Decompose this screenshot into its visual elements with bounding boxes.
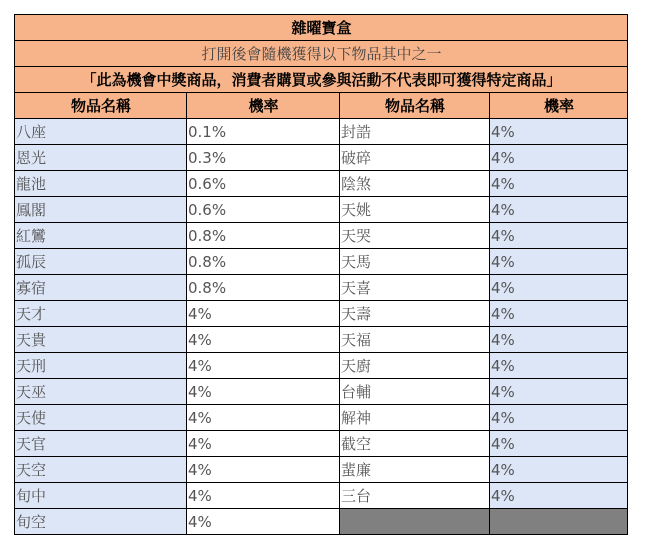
- item-rate-right: 4%: [490, 353, 628, 379]
- item-name-left: 天空: [15, 457, 187, 483]
- item-name-left: 天才: [15, 301, 187, 327]
- item-rate-right: 4%: [490, 301, 628, 327]
- table-subtitle: 打開後會隨機獲得以下物品其中之一: [15, 41, 628, 67]
- item-name-left: 天使: [15, 405, 187, 431]
- table-row: [15, 431, 628, 457]
- prize-probability-table: [14, 14, 628, 535]
- item-rate-left: 0.6%: [187, 197, 340, 223]
- item-rate-right: 4%: [490, 145, 628, 171]
- table-row: [15, 275, 628, 301]
- table-row: [15, 509, 628, 535]
- item-name-right: 天姚: [340, 197, 490, 223]
- item-rate-right: 4%: [490, 405, 628, 431]
- table-row: [15, 197, 628, 223]
- item-rate-left: 4%: [187, 353, 340, 379]
- item-name-left: 紅鸞: [15, 223, 187, 249]
- item-rate-left: 0.6%: [187, 171, 340, 197]
- item-rate-right: 4%: [490, 275, 628, 301]
- item-rate-left: 4%: [187, 431, 340, 457]
- item-rate-right: 4%: [490, 431, 628, 457]
- disclaimer-notice: 「此為機會中獎商品，消費者購買或參與活動不代表即可獲得特定商品」: [15, 67, 628, 93]
- item-name-left: 孤辰: [15, 249, 187, 275]
- item-rate-right: 4%: [490, 223, 628, 249]
- item-rate-left: 4%: [187, 327, 340, 353]
- item-name-right: 天哭: [340, 223, 490, 249]
- item-rate-left: 0.8%: [187, 275, 340, 301]
- item-name-right: 三台: [340, 483, 490, 509]
- table-row: [15, 483, 628, 509]
- header-rate-right: 機率: [490, 93, 628, 119]
- item-name-right: 解神: [340, 405, 490, 431]
- item-rate-left: 0.8%: [187, 223, 340, 249]
- item-name-left: 天巫: [15, 379, 187, 405]
- table-row: [15, 171, 628, 197]
- header-rate-left: 機率: [187, 93, 340, 119]
- item-rate-left: 4%: [187, 509, 340, 535]
- item-name-right: 天壽: [340, 301, 490, 327]
- item-name-left: 鳳閣: [15, 197, 187, 223]
- item-name-left: 天官: [15, 431, 187, 457]
- item-rate-left: 4%: [187, 405, 340, 431]
- item-name-right: 破碎: [340, 145, 490, 171]
- item-rate-right: 4%: [490, 249, 628, 275]
- item-rate-right: 4%: [490, 171, 628, 197]
- item-name-right: 天喜: [340, 275, 490, 301]
- item-name-left: 寡宿: [15, 275, 187, 301]
- table-row: [15, 145, 628, 171]
- item-rate-right: 4%: [490, 457, 628, 483]
- item-name-right: 天廚: [340, 353, 490, 379]
- item-rate-left: 4%: [187, 457, 340, 483]
- table-row: [15, 379, 628, 405]
- item-name-left: 旬中: [15, 483, 187, 509]
- item-name-left: 天刑: [15, 353, 187, 379]
- table-row: [15, 457, 628, 483]
- table-row: [15, 301, 628, 327]
- table-row: [15, 405, 628, 431]
- item-name-right: 台輔: [340, 379, 490, 405]
- table-row: [15, 327, 628, 353]
- item-rate-left: 0.1%: [187, 119, 340, 145]
- item-rate-left: 4%: [187, 379, 340, 405]
- item-name-right: 蜚廉: [340, 457, 490, 483]
- item-name-right: 天馬: [340, 249, 490, 275]
- header-item-name-right: 物品名稱: [340, 93, 490, 119]
- item-rate-right: 4%: [490, 327, 628, 353]
- item-name-right: 陰煞: [340, 171, 490, 197]
- item-rate-left: 4%: [187, 483, 340, 509]
- table-row: [15, 119, 628, 145]
- item-name-right: 截空: [340, 431, 490, 457]
- item-name-left: 恩光: [15, 145, 187, 171]
- table-row: [15, 223, 628, 249]
- item-rate-left: 0.8%: [187, 249, 340, 275]
- empty-cell: [490, 509, 628, 535]
- item-rate-right: 4%: [490, 483, 628, 509]
- item-rate-left: 0.3%: [187, 145, 340, 171]
- item-rate-right: 4%: [490, 197, 628, 223]
- item-name-left: 天貴: [15, 327, 187, 353]
- table-row: [15, 353, 628, 379]
- item-name-right: 天福: [340, 327, 490, 353]
- empty-cell: [340, 509, 490, 535]
- item-rate-right: 4%: [490, 119, 628, 145]
- item-name-left: 旬空: [15, 509, 187, 535]
- item-name-right: 封誥: [340, 119, 490, 145]
- item-name-left: 龍池: [15, 171, 187, 197]
- table-row: [15, 249, 628, 275]
- header-item-name-left: 物品名稱: [15, 93, 187, 119]
- item-name-left: 八座: [15, 119, 187, 145]
- item-rate-left: 4%: [187, 301, 340, 327]
- item-rate-right: 4%: [490, 379, 628, 405]
- table-title: 雜曜寶盒: [15, 15, 628, 41]
